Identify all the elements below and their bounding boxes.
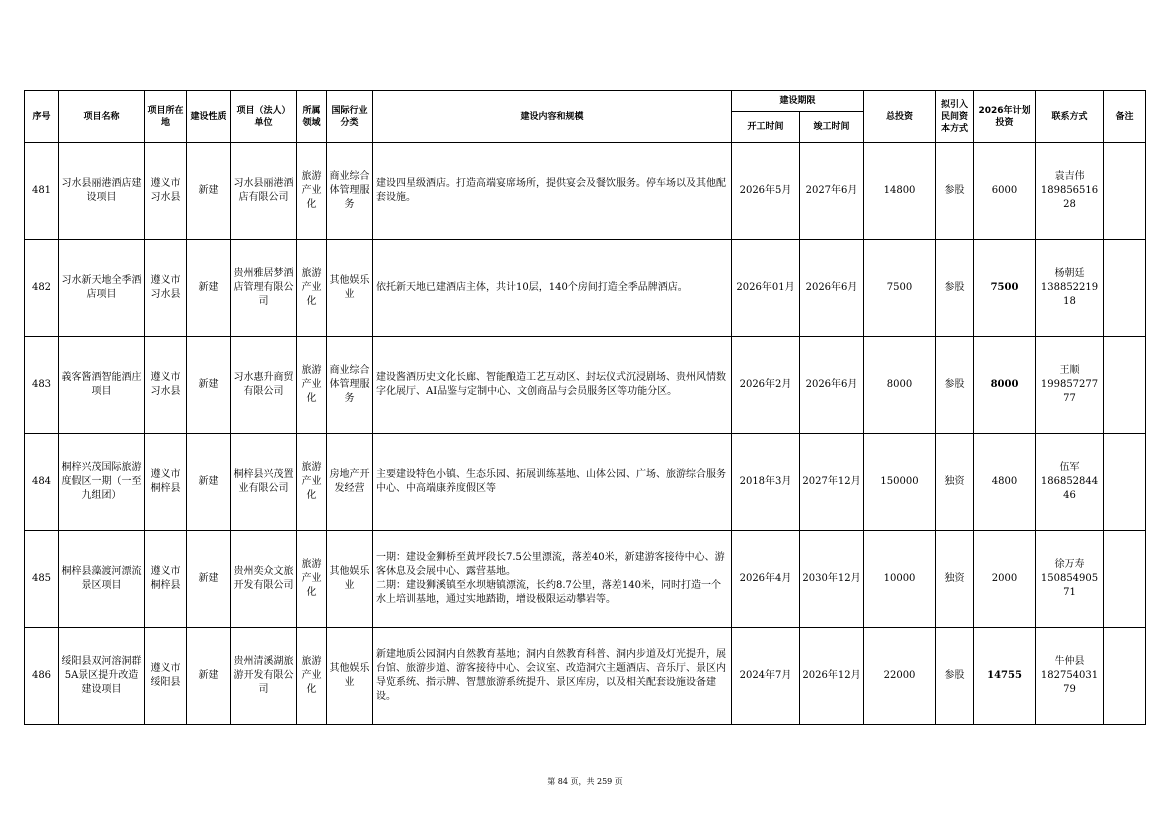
cell-nature: 新建 — [187, 143, 231, 240]
cell-end: 2026年12月 — [800, 628, 864, 725]
cell-location: 遵义市习水县 — [145, 337, 187, 434]
cell-nature: 新建 — [187, 531, 231, 628]
cell-nature: 新建 — [187, 628, 231, 725]
cell-seq: 486 — [25, 628, 59, 725]
cell-contact: 杨朝廷 13885221918 — [1036, 240, 1104, 337]
cell-content: 新建地质公园洞内自然教育基地；洞内自然教育科普、洞内步道及灯光提升，展台馆、旅游步道、游客接待中心、会议室、改造洞穴主题酒店、音乐厅、景区内导览系统、指示牌、智慧旅游系统提升、景区库房，以及相关配套设施设备建设。 — [373, 628, 732, 725]
cell-name: 桐梓县藻渡河漂流景区项目 — [59, 531, 145, 628]
cell-nature: 新建 — [187, 240, 231, 337]
cell-capital: 独资 — [936, 531, 974, 628]
cell-capital: 参股 — [936, 628, 974, 725]
cell-location: 遵义市习水县 — [145, 143, 187, 240]
cell-location: 遵义市习水县 — [145, 240, 187, 337]
page-footer: 第 84 页，共 259 页 — [547, 777, 623, 786]
cell-capital: 独资 — [936, 434, 974, 531]
cell-end: 2027年6月 — [800, 143, 864, 240]
cell-owner: 贵州奕众文旅开发有限公司 — [231, 531, 297, 628]
cell-industry: 商业综合体管理服务 — [327, 143, 373, 240]
cell-plan: 14755 — [974, 628, 1036, 725]
header-start: 开工时间 — [732, 112, 800, 143]
cell-location: 遵义市桐梓县 — [145, 531, 187, 628]
header-capital: 拟引入民间资本方式 — [936, 91, 974, 143]
cell-start: 2024年7月 — [732, 628, 800, 725]
cell-end: 2027年12月 — [800, 434, 864, 531]
header-plan: 2026年计划投资 — [974, 91, 1036, 143]
cell-start: 2026年01月 — [732, 240, 800, 337]
cell-field: 旅游产业化 — [297, 434, 327, 531]
cell-industry: 商业综合体管理服务 — [327, 337, 373, 434]
cell-total: 10000 — [864, 531, 936, 628]
cell-field: 旅游产业化 — [297, 143, 327, 240]
cell-owner: 贵州雅居梦酒店管理有限公司 — [231, 240, 297, 337]
cell-plan: 7500 — [974, 240, 1036, 337]
cell-total: 7500 — [864, 240, 936, 337]
cell-industry: 房地产开发经营 — [327, 434, 373, 531]
cell-name: 绥阳县双河溶洞群5A景区提升改造建设项目 — [59, 628, 145, 725]
cell-field: 旅游产业化 — [297, 628, 327, 725]
cell-contact: 王顺 19985727777 — [1036, 337, 1104, 434]
cell-name: 习水县丽港酒店建设项目 — [59, 143, 145, 240]
cell-remark — [1104, 531, 1146, 628]
cell-contact: 徐万寿 15085490571 — [1036, 531, 1104, 628]
cell-capital: 参股 — [936, 240, 974, 337]
header-field: 所属领域 — [297, 91, 327, 143]
header-location: 项目所在地 — [145, 91, 187, 143]
cell-start: 2026年5月 — [732, 143, 800, 240]
header-remark: 备注 — [1104, 91, 1146, 143]
cell-remark — [1104, 240, 1146, 337]
cell-owner: 桐梓县兴茂置业有限公司 — [231, 434, 297, 531]
cell-remark — [1104, 143, 1146, 240]
header-contact: 联系方式 — [1036, 91, 1104, 143]
cell-start: 2026年4月 — [732, 531, 800, 628]
cell-name: 義客酱酒智能酒庄项目 — [59, 337, 145, 434]
cell-field: 旅游产业化 — [297, 240, 327, 337]
cell-capital: 参股 — [936, 143, 974, 240]
table-row — [25, 240, 1146, 337]
cell-content: 建设四星级酒店。打造高端宴席场所，提供宴会及餐饮服务。停车场以及其他配套设施。 — [373, 143, 732, 240]
cell-location: 遵义市绥阳县 — [145, 628, 187, 725]
cell-seq: 481 — [25, 143, 59, 240]
cell-content: 建设酱酒历史文化长廊、智能酿造工艺互动区、封坛仪式沉浸剧场、贵州风情数字化展厅、AI品鉴与定制中心、文创商品与会员服务区等功能分区。 — [373, 337, 732, 434]
header-nature: 建设性质 — [187, 91, 231, 143]
header-owner: 项目（法人）单位 — [231, 91, 297, 143]
cell-capital: 参股 — [936, 337, 974, 434]
project-table — [24, 90, 1146, 725]
cell-end: 2026年6月 — [800, 240, 864, 337]
cell-owner: 习水县丽港酒店有限公司 — [231, 143, 297, 240]
cell-plan: 8000 — [974, 337, 1036, 434]
cell-contact: 伍军 18685284446 — [1036, 434, 1104, 531]
table-body — [25, 143, 1146, 725]
cell-total: 8000 — [864, 337, 936, 434]
cell-plan: 4800 — [974, 434, 1036, 531]
cell-industry: 其他娱乐业 — [327, 628, 373, 725]
cell-nature: 新建 — [187, 337, 231, 434]
table-row — [25, 434, 1146, 531]
cell-content: 一期：建设金狮桥至黄坪段长7.5公里漂流，落差40米，新建游客接待中心、游客休息及会展中心、露营基地。 二期：建设狮溪镇至水坝塘镇漂流，长约8.7公里，落差140米，同时打造一个水上培训基地，通过实地踏勘，增设极限运动攀岩等。 — [373, 531, 732, 628]
cell-end: 2030年12月 — [800, 531, 864, 628]
cell-seq: 485 — [25, 531, 59, 628]
cell-plan: 6000 — [974, 143, 1036, 240]
cell-content: 依托新天地已建酒店主体，共计10层，140个房间打造全季品牌酒店。 — [373, 240, 732, 337]
cell-end: 2026年6月 — [800, 337, 864, 434]
cell-owner: 贵州清溪湖旅游开发有限公司 — [231, 628, 297, 725]
cell-field: 旅游产业化 — [297, 337, 327, 434]
header-period: 建设期限 — [732, 91, 864, 112]
cell-total: 150000 — [864, 434, 936, 531]
cell-start: 2018年3月 — [732, 434, 800, 531]
cell-seq: 484 — [25, 434, 59, 531]
header-industry: 国际行业分类 — [327, 91, 373, 143]
cell-industry: 其他娱乐业 — [327, 531, 373, 628]
header-total: 总投资 — [864, 91, 936, 143]
cell-seq: 482 — [25, 240, 59, 337]
cell-contact: 袁吉伟 18985651628 — [1036, 143, 1104, 240]
table-row — [25, 143, 1146, 240]
header-content: 建设内容和规模 — [373, 91, 732, 143]
cell-remark — [1104, 434, 1146, 531]
cell-name: 桐梓兴茂国际旅游度假区一期（一至九组团） — [59, 434, 145, 531]
cell-field: 旅游产业化 — [297, 531, 327, 628]
cell-seq: 483 — [25, 337, 59, 434]
table-row — [25, 337, 1146, 434]
cell-plan: 2000 — [974, 531, 1036, 628]
cell-start: 2026年2月 — [732, 337, 800, 434]
header-name: 项目名称 — [59, 91, 145, 143]
cell-remark — [1104, 628, 1146, 725]
cell-contact: 牛仲县 18275403179 — [1036, 628, 1104, 725]
header-end: 竣工时间 — [800, 112, 864, 143]
cell-nature: 新建 — [187, 434, 231, 531]
cell-industry: 其他娱乐业 — [327, 240, 373, 337]
cell-location: 遵义市桐梓县 — [145, 434, 187, 531]
table-row — [25, 531, 1146, 628]
table-row — [25, 628, 1146, 725]
cell-total: 22000 — [864, 628, 936, 725]
cell-total: 14800 — [864, 143, 936, 240]
cell-remark — [1104, 337, 1146, 434]
header-seq: 序号 — [25, 91, 59, 143]
cell-content: 主要建设特色小镇、生态乐园、拓展训练基地、山体公园、广场、旅游综合服务中心、中高端康养度假区等 — [373, 434, 732, 531]
cell-owner: 习水惠升商贸有限公司 — [231, 337, 297, 434]
cell-name: 习水新天地全季酒店项目 — [59, 240, 145, 337]
